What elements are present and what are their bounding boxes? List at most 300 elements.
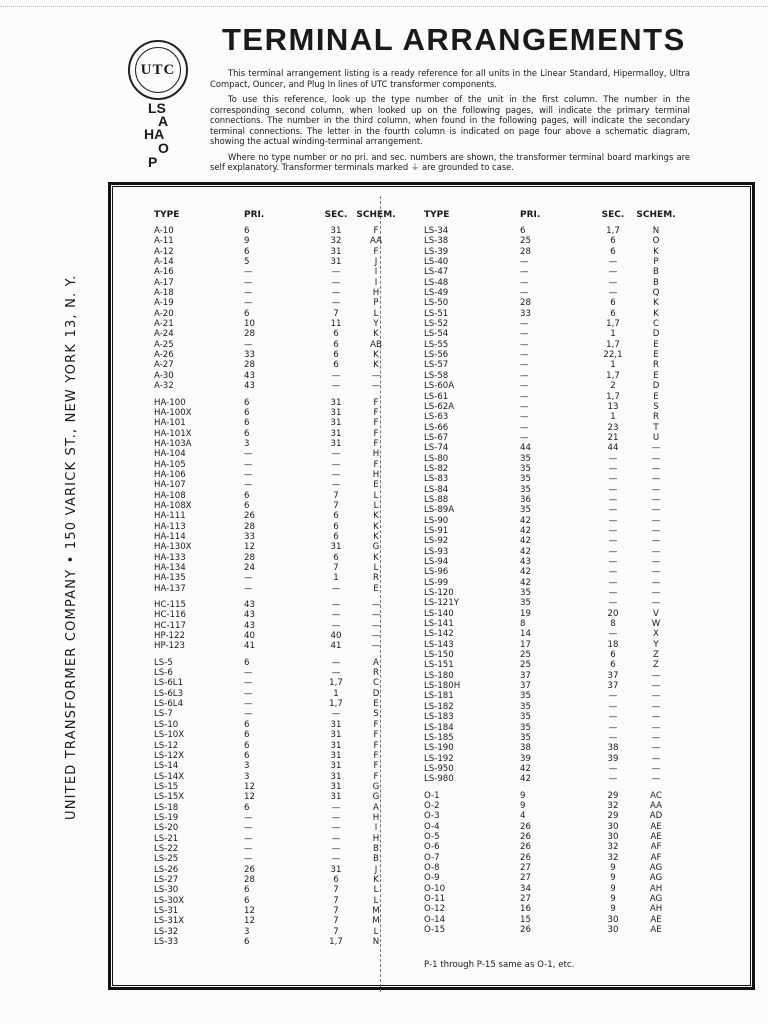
pri-cell: — bbox=[244, 267, 253, 278]
type-cell: HA-100X bbox=[154, 407, 192, 418]
pri-cell: 3 bbox=[244, 926, 250, 937]
type-cell: LS-63 bbox=[424, 412, 449, 423]
pri-cell: — bbox=[244, 823, 253, 834]
sec-cell: — bbox=[331, 381, 341, 392]
sec-cell: 6 bbox=[610, 246, 616, 257]
pri-cell: 26 bbox=[520, 831, 531, 842]
table-row bbox=[424, 588, 676, 598]
type-cell: HA-101 bbox=[154, 418, 186, 429]
type-cell: LS-6L1 bbox=[154, 678, 184, 689]
pri-cell: 35 bbox=[520, 588, 531, 599]
pri-cell: 35 bbox=[520, 712, 531, 723]
schem-cell: AE bbox=[650, 914, 662, 925]
table-row bbox=[154, 563, 396, 573]
type-cell: LS-6L3 bbox=[154, 688, 184, 699]
type-cell: LS-19 bbox=[154, 812, 179, 823]
sec-cell: — bbox=[608, 463, 618, 474]
type-cell: LS-10X bbox=[154, 730, 185, 741]
schem-cell: — bbox=[651, 536, 661, 547]
pri-cell: 39 bbox=[520, 753, 531, 764]
pri-cell: 37 bbox=[520, 681, 531, 692]
pri-cell: 6 bbox=[244, 895, 250, 906]
pri-cell: 15 bbox=[520, 914, 531, 925]
pri-cell: 6 bbox=[244, 490, 250, 501]
schem-cell: P bbox=[653, 257, 659, 268]
pri-cell: 19 bbox=[520, 608, 531, 619]
table-row bbox=[424, 381, 676, 391]
pri-cell: — bbox=[520, 432, 529, 443]
pri-cell: 33 bbox=[244, 350, 255, 361]
pri-cell: — bbox=[520, 267, 529, 278]
pri-cell: 26 bbox=[520, 842, 531, 853]
schem-cell: — bbox=[651, 453, 661, 464]
pri-cell: 26 bbox=[244, 864, 255, 875]
schem-cell: L bbox=[373, 308, 379, 319]
schem-cell: A bbox=[373, 802, 379, 813]
sec-cell: 23 bbox=[607, 422, 619, 433]
type-cell: HC-116 bbox=[154, 610, 186, 621]
type-cell: LS-67 bbox=[424, 432, 449, 443]
sec-cell: — bbox=[608, 546, 618, 557]
table-row bbox=[154, 631, 396, 641]
sec-cell: 7 bbox=[333, 885, 339, 896]
schem-cell: F bbox=[373, 418, 379, 429]
table-row bbox=[154, 658, 396, 668]
schem-cell: F bbox=[373, 459, 379, 470]
type-cell: HA-107 bbox=[154, 480, 186, 491]
type-cell: LS-80 bbox=[424, 453, 449, 464]
pri-cell: 43 bbox=[244, 600, 255, 611]
type-cell: LS-22 bbox=[154, 843, 179, 854]
pri-cell: — bbox=[244, 709, 253, 720]
type-cell: LS-27 bbox=[154, 874, 179, 885]
schem-cell: — bbox=[651, 443, 661, 454]
table-row bbox=[424, 801, 676, 811]
type-cell: A-30 bbox=[154, 370, 174, 381]
sec-cell: — bbox=[608, 567, 618, 578]
type-cell: O-10 bbox=[424, 883, 446, 894]
table-row bbox=[154, 418, 396, 428]
schem-cell: H bbox=[372, 469, 380, 480]
right-table-body bbox=[424, 226, 676, 935]
type-cell: LS-88 bbox=[424, 494, 449, 505]
type-cell: LS-180H bbox=[424, 681, 461, 692]
table-row bbox=[424, 822, 676, 832]
table-row bbox=[154, 751, 396, 761]
pri-cell: 6 bbox=[244, 397, 250, 408]
table-row bbox=[424, 433, 676, 443]
schem-cell: D bbox=[652, 329, 660, 340]
table-row bbox=[154, 247, 396, 257]
type-cell: LS-6 bbox=[154, 668, 173, 679]
table-row bbox=[424, 423, 676, 433]
table-row bbox=[424, 904, 676, 914]
schem-cell: AE bbox=[650, 925, 662, 936]
table-row bbox=[154, 709, 396, 719]
schem-cell: C bbox=[652, 319, 659, 330]
pri-cell: 35 bbox=[520, 701, 531, 712]
table-row bbox=[154, 813, 396, 823]
page-title: TERMINAL ARRANGEMENTS bbox=[222, 22, 686, 57]
sec-cell: 1 bbox=[333, 573, 339, 584]
pri-cell: 43 bbox=[244, 620, 255, 631]
table-row bbox=[154, 906, 396, 916]
table-row bbox=[154, 449, 396, 459]
sec-cell: — bbox=[608, 257, 618, 268]
pri-cell: 38 bbox=[520, 743, 531, 754]
pri-cell: — bbox=[244, 288, 253, 299]
sec-cell: 22,1 bbox=[603, 350, 623, 361]
pri-cell: 28 bbox=[244, 360, 255, 371]
sec-cell: 31 bbox=[330, 428, 342, 439]
type-cell: LS-140 bbox=[424, 608, 454, 619]
sec-cell: 38 bbox=[607, 743, 619, 754]
sec-cell: 31 bbox=[330, 781, 342, 792]
type-cell: HA-106 bbox=[154, 469, 186, 480]
table-row bbox=[424, 884, 676, 894]
type-cell: LS-14X bbox=[154, 771, 185, 782]
schem-cell: — bbox=[651, 588, 661, 599]
type-cell: LS-21 bbox=[154, 833, 179, 844]
table-row bbox=[424, 454, 676, 464]
type-cell: O-2 bbox=[424, 800, 440, 811]
sec-cell: 9 bbox=[610, 894, 616, 904]
table-row bbox=[154, 689, 396, 699]
table-row bbox=[154, 720, 396, 730]
schem-cell: K bbox=[653, 308, 659, 319]
line-letter-a: A bbox=[158, 113, 169, 129]
sec-cell: 9 bbox=[610, 862, 616, 873]
type-cell: LS-5 bbox=[154, 657, 173, 668]
pri-cell: — bbox=[244, 699, 253, 710]
sec-cell: 6 bbox=[610, 660, 616, 671]
schem-cell: F bbox=[373, 397, 379, 408]
type-cell: LS-14 bbox=[154, 761, 179, 772]
type-cell: LS-90 bbox=[424, 515, 449, 526]
table-row bbox=[424, 464, 676, 474]
pri-cell: 3 bbox=[244, 438, 250, 449]
sec-cell: — bbox=[331, 583, 341, 594]
table-row bbox=[424, 863, 676, 873]
schem-cell: T bbox=[653, 422, 659, 433]
type-cell: HA-113 bbox=[154, 521, 186, 532]
table-row bbox=[154, 350, 396, 360]
type-cell: O-14 bbox=[424, 914, 446, 925]
type-cell: LS-82 bbox=[424, 463, 449, 474]
schem-cell: E bbox=[653, 391, 659, 402]
schem-cell: R bbox=[653, 360, 659, 371]
table-row bbox=[424, 257, 676, 267]
left-table-body bbox=[154, 226, 396, 947]
type-cell: LS-980 bbox=[424, 774, 454, 785]
type-cell: LS-141 bbox=[424, 619, 454, 630]
type-cell: LS-180 bbox=[424, 670, 454, 681]
type-cell: LS-38 bbox=[424, 236, 449, 247]
pri-cell: 42 bbox=[520, 525, 531, 536]
sec-cell: — bbox=[608, 763, 618, 774]
type-cell: LS-32 bbox=[154, 926, 179, 937]
sec-cell: 6 bbox=[333, 511, 339, 522]
type-cell: LS-184 bbox=[424, 722, 454, 733]
sec-cell: 1,7 bbox=[606, 226, 620, 236]
pri-cell: 26 bbox=[244, 511, 255, 522]
schem-cell: D bbox=[652, 381, 660, 392]
type-cell: HA-104 bbox=[154, 449, 186, 460]
schem-cell: F bbox=[373, 438, 379, 449]
schem-cell: — bbox=[651, 474, 661, 485]
type-cell: HP-122 bbox=[154, 631, 185, 642]
pri-cell: 6 bbox=[244, 428, 250, 439]
schem-cell: E bbox=[373, 583, 379, 594]
sec-cell: 31 bbox=[330, 750, 342, 761]
schem-cell: C bbox=[372, 678, 379, 689]
pri-cell: 43 bbox=[244, 610, 255, 621]
sec-cell: 6 bbox=[610, 650, 616, 661]
table-row bbox=[154, 896, 396, 906]
type-cell: LS-66 bbox=[424, 422, 449, 433]
table-row bbox=[154, 278, 396, 288]
schem-cell: Z bbox=[653, 650, 659, 661]
schem-cell: E bbox=[653, 339, 659, 350]
type-cell: LS-57 bbox=[424, 360, 449, 371]
table-row bbox=[424, 578, 676, 588]
sec-cell: 7 bbox=[333, 906, 339, 916]
schem-cell: V bbox=[653, 608, 659, 619]
table-row bbox=[154, 761, 396, 771]
type-cell: LS-58 bbox=[424, 370, 449, 381]
schem-cell: K bbox=[373, 511, 379, 522]
type-cell: O-9 bbox=[424, 873, 440, 884]
schem-cell: — bbox=[651, 557, 661, 567]
table-row bbox=[154, 668, 396, 678]
table-row bbox=[154, 329, 396, 339]
schem-cell: AG bbox=[649, 873, 663, 884]
intro-paragraph: To use this reference, look up the type number of the unit in the first column. The number in the corresponding second column, when looked up on the following pages, will indicate the primary terminal connections. The number in the third column, when found in the following pages, will indicate the secondary terminal connections. The letter in the fourth column is indicated on page four above a schematic diagram, showing the actual winding-terminal arrangement. bbox=[210, 94, 690, 146]
line-letter-ha: HA bbox=[144, 126, 165, 142]
type-cell: LS-89A bbox=[424, 505, 455, 516]
type-cell: LS-6L4 bbox=[154, 699, 184, 710]
pri-cell: 6 bbox=[244, 407, 250, 418]
schem-cell: K bbox=[373, 521, 379, 532]
schem-cell: AH bbox=[649, 904, 663, 915]
type-cell: LS-33 bbox=[154, 937, 179, 948]
pri-cell: 25 bbox=[520, 236, 531, 247]
schem-cell: AE bbox=[650, 821, 662, 832]
schem-cell: F bbox=[373, 771, 379, 782]
table-row bbox=[154, 381, 396, 391]
sec-cell: — bbox=[331, 298, 341, 309]
pri-cell: 9 bbox=[244, 236, 250, 247]
pri-cell: 9 bbox=[520, 790, 526, 801]
type-cell: LS-40 bbox=[424, 257, 449, 268]
sec-cell: — bbox=[331, 267, 341, 278]
pri-cell: — bbox=[520, 277, 529, 288]
pri-cell: 27 bbox=[520, 873, 531, 884]
type-cell: O-1 bbox=[424, 790, 440, 801]
type-cell: HC-115 bbox=[154, 600, 186, 611]
sec-cell: 6 bbox=[333, 360, 339, 371]
pri-cell: 26 bbox=[520, 925, 531, 936]
type-cell: A-16 bbox=[154, 267, 174, 278]
sec-cell: — bbox=[331, 620, 341, 631]
table-row bbox=[424, 526, 676, 536]
pri-cell: — bbox=[244, 298, 253, 309]
table-row bbox=[424, 360, 676, 370]
pri-cell: — bbox=[244, 480, 253, 491]
pri-cell: 28 bbox=[244, 874, 255, 885]
table-row bbox=[424, 619, 676, 629]
table-row bbox=[154, 340, 396, 350]
intro-text bbox=[210, 68, 690, 178]
sec-cell: 6 bbox=[333, 350, 339, 361]
table-row bbox=[154, 522, 396, 532]
type-cell: LS-190 bbox=[424, 743, 454, 754]
header-pri: PRI. bbox=[244, 210, 265, 220]
pri-cell: — bbox=[244, 812, 253, 823]
pri-cell: 6 bbox=[244, 226, 250, 236]
sec-cell: 44 bbox=[607, 443, 619, 454]
table-row bbox=[154, 641, 396, 651]
pri-cell: 12 bbox=[244, 792, 255, 803]
table-row bbox=[424, 629, 676, 639]
type-cell: A-32 bbox=[154, 381, 174, 392]
pri-cell: 40 bbox=[244, 631, 255, 642]
schem-cell: — bbox=[651, 494, 661, 505]
pri-cell: 6 bbox=[244, 246, 250, 257]
sec-cell: 31 bbox=[330, 719, 342, 730]
schem-cell: K bbox=[373, 531, 379, 542]
table-row bbox=[424, 288, 676, 298]
schem-cell: B bbox=[373, 854, 379, 865]
pri-cell: 35 bbox=[520, 484, 531, 495]
sec-cell: 30 bbox=[607, 925, 619, 936]
type-cell: LS-34 bbox=[424, 226, 449, 236]
type-cell: LS-182 bbox=[424, 701, 454, 712]
pri-cell: 33 bbox=[520, 308, 531, 319]
table-row bbox=[154, 480, 396, 490]
type-cell: A-18 bbox=[154, 288, 174, 299]
sec-cell: 18 bbox=[607, 639, 619, 650]
sec-cell: — bbox=[331, 610, 341, 621]
table-row bbox=[154, 854, 396, 864]
table-row bbox=[424, 671, 676, 681]
sec-cell: 32 bbox=[330, 236, 342, 247]
pri-cell: — bbox=[520, 350, 529, 361]
pri-cell: 6 bbox=[244, 308, 250, 319]
type-cell: LS-55 bbox=[424, 339, 449, 350]
sec-cell: 1,7 bbox=[606, 319, 620, 330]
type-cell: LS-56 bbox=[424, 350, 449, 361]
sec-cell: — bbox=[331, 843, 341, 854]
table-row bbox=[424, 925, 676, 935]
type-cell: LS-142 bbox=[424, 629, 454, 640]
pri-cell: 37 bbox=[520, 670, 531, 681]
table-row bbox=[154, 288, 396, 298]
schem-cell: — bbox=[651, 743, 661, 754]
schem-cell: M bbox=[372, 916, 380, 927]
schem-cell: W bbox=[651, 619, 661, 630]
schem-cell: AD bbox=[649, 811, 663, 822]
schem-cell: R bbox=[373, 573, 379, 584]
pri-cell: 6 bbox=[244, 937, 250, 948]
table-row bbox=[154, 439, 396, 449]
type-cell: A-11 bbox=[154, 236, 174, 247]
table-row bbox=[154, 730, 396, 740]
top-edge-mark bbox=[0, 6, 768, 8]
type-cell: LS-26 bbox=[154, 864, 179, 875]
schem-cell: — bbox=[651, 774, 661, 785]
sec-cell: 31 bbox=[330, 792, 342, 803]
schem-cell: K bbox=[653, 246, 659, 257]
pri-cell: 28 bbox=[244, 521, 255, 532]
type-cell: LS-181 bbox=[424, 691, 454, 702]
schem-cell: — bbox=[651, 670, 661, 681]
pri-cell: 24 bbox=[244, 563, 255, 573]
pri-cell: 6 bbox=[244, 750, 250, 761]
header-schem: SCHEM. bbox=[636, 210, 676, 220]
table-row bbox=[154, 782, 396, 792]
sec-cell: 1 bbox=[333, 688, 339, 699]
schem-cell: AG bbox=[649, 862, 663, 873]
table-row bbox=[424, 495, 676, 505]
table-row bbox=[154, 257, 396, 267]
left-table-header bbox=[154, 210, 396, 226]
pri-cell: — bbox=[244, 469, 253, 480]
pri-cell: 42 bbox=[520, 577, 531, 588]
sec-cell: 31 bbox=[330, 740, 342, 751]
sec-cell: 31 bbox=[330, 257, 342, 268]
schem-cell: D bbox=[372, 688, 380, 699]
schem-cell: I bbox=[374, 267, 378, 278]
sec-cell: — bbox=[608, 288, 618, 299]
sec-cell: 29 bbox=[607, 790, 619, 801]
table-row bbox=[424, 915, 676, 925]
type-cell: LS-183 bbox=[424, 712, 454, 723]
sec-cell: — bbox=[331, 802, 341, 813]
sec-cell: — bbox=[608, 598, 618, 609]
pri-cell: 12 bbox=[244, 916, 255, 927]
type-cell: A-21 bbox=[154, 319, 174, 330]
sec-cell: 1 bbox=[610, 360, 616, 371]
pri-cell: 9 bbox=[520, 800, 526, 811]
type-cell: A-20 bbox=[154, 308, 174, 319]
schem-cell: B bbox=[373, 843, 379, 854]
sec-cell: — bbox=[608, 536, 618, 547]
type-cell: LS-96 bbox=[424, 567, 449, 578]
schem-cell: AA bbox=[370, 236, 382, 247]
schem-cell: K bbox=[373, 874, 379, 885]
header-sec: SEC. bbox=[324, 210, 348, 220]
type-cell: LS-94 bbox=[424, 557, 449, 567]
schem-cell: Q bbox=[652, 288, 660, 299]
schem-cell: — bbox=[651, 484, 661, 495]
pri-cell: 3 bbox=[244, 761, 250, 772]
pri-cell: — bbox=[244, 678, 253, 689]
sec-cell: 31 bbox=[330, 226, 342, 236]
table-row bbox=[424, 557, 676, 567]
table-row bbox=[424, 873, 676, 883]
table-row bbox=[424, 691, 676, 701]
type-cell: O-3 bbox=[424, 811, 440, 822]
sec-cell: — bbox=[331, 812, 341, 823]
schem-cell: Z bbox=[653, 660, 659, 671]
schem-cell: S bbox=[653, 401, 659, 412]
schem-cell: — bbox=[651, 763, 661, 774]
schem-cell: — bbox=[651, 577, 661, 588]
table-row bbox=[154, 803, 396, 813]
table-row bbox=[154, 553, 396, 563]
pri-cell: 35 bbox=[520, 505, 531, 516]
